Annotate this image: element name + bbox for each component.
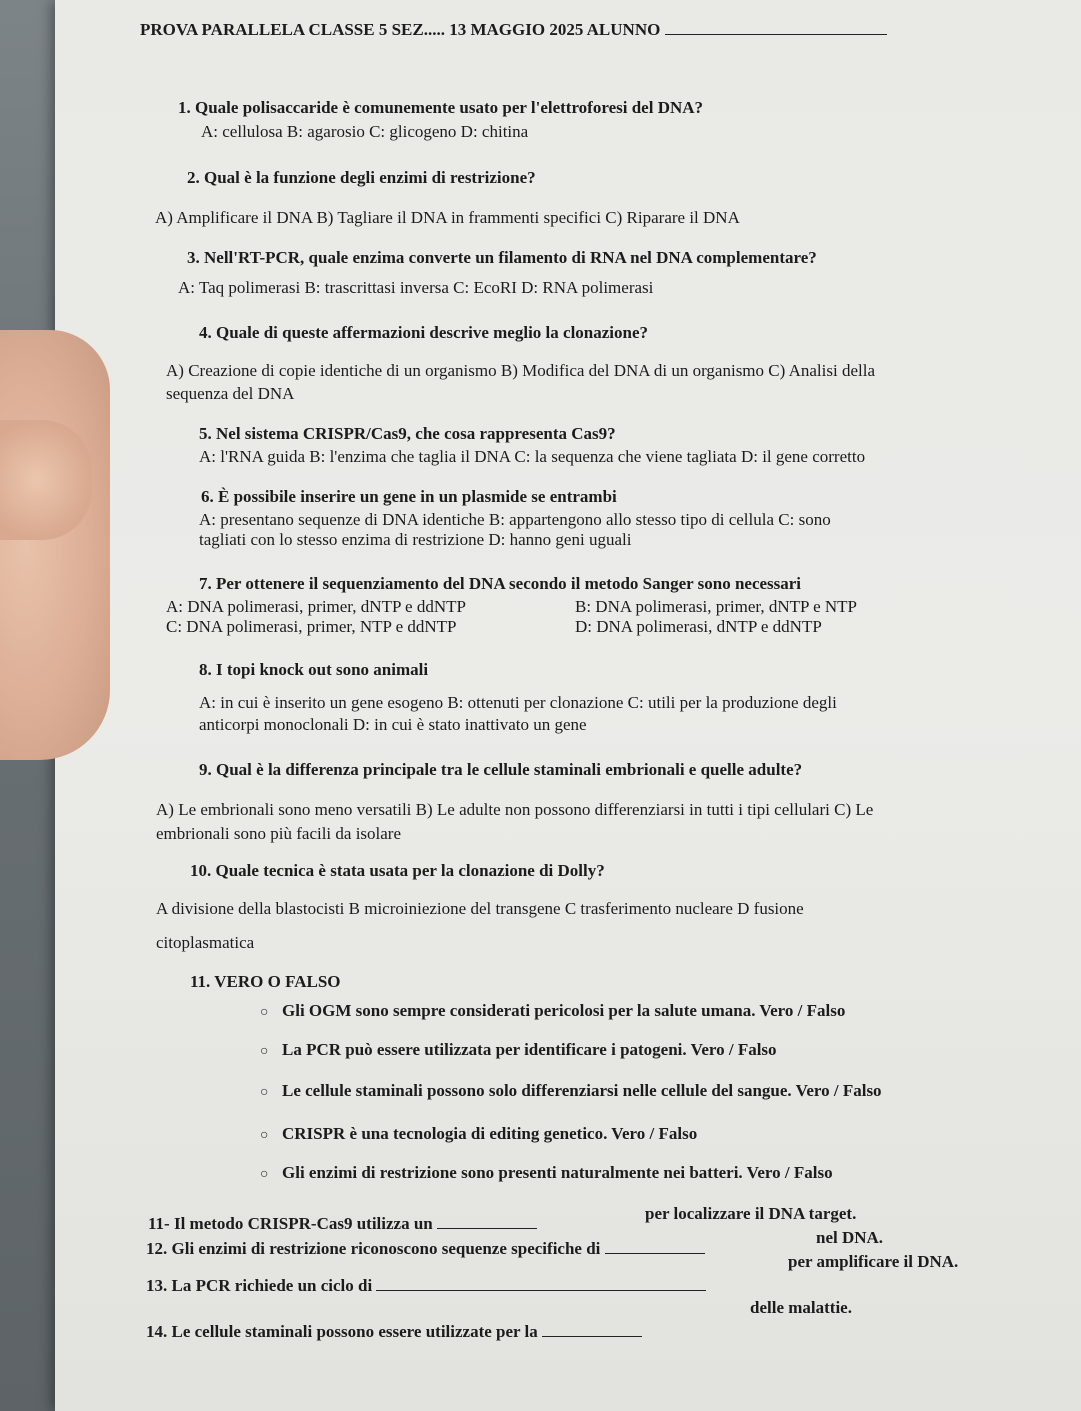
true-false-item[interactable] <box>260 1124 697 1146</box>
question-4-options-line2: sequenza del DNA <box>166 384 295 403</box>
question-6-options-line2: tagliati con lo stesso enzima di restrizione D: hanno geni uguali <box>199 530 632 549</box>
question-2-options: A) Amplificare il DNA B) Tagliare il DNA in frammenti specifici C) Riparare il DNA <box>155 208 740 227</box>
fill-in-12-end: nel DNA. <box>816 1228 884 1247</box>
fill-in-11-blank[interactable] <box>437 1214 537 1229</box>
fill-in-11-start: 11- Il metodo CRISPR-Cas9 utilizza un <box>148 1214 433 1233</box>
fill-in-12-start: 12. Gli enzimi di restrizione riconoscono sequenze specifiche di <box>146 1239 601 1258</box>
question-10: 10. Quale tecnica è stata usata per la clonazione di Dolly? <box>190 861 605 880</box>
fill-in-12-blank[interactable] <box>605 1239 705 1254</box>
question-10-options-line2: citoplasmatica <box>156 933 255 952</box>
question-4-options-line1: A) Creazione di copie identiche di un organismo B) Modifica del DNA di un organismo C) Analisi della <box>166 361 875 380</box>
fill-in-11-end: per localizzare il DNA target. <box>645 1204 857 1223</box>
student-name-blank[interactable] <box>665 20 887 35</box>
question-9-options-line1: A) Le embrionali sono meno versatili B) Le adulte non possono differenziarsi in tutti i tipi cellulari C) Le <box>156 800 874 819</box>
true-false-item-text: Le cellule staminali possono solo differenziarsi nelle cellule del sangue. Vero / Falso <box>282 1081 882 1100</box>
question-5: 5. Nel sistema CRISPR/Cas9, che cosa rappresenta Cas9? <box>199 424 616 443</box>
true-false-item[interactable] <box>260 1040 777 1062</box>
fill-in-14-start: 14. Le cellule staminali possono essere utilizzate per la <box>146 1322 538 1341</box>
fill-in-14 <box>146 1322 642 1342</box>
true-false-item[interactable] <box>260 1081 882 1103</box>
question-7-option-c: C: DNA polimerasi, primer, NTP e ddNTP <box>166 617 457 636</box>
fill-in-13-end: per amplificare il DNA. <box>788 1252 959 1271</box>
fill-in-14-blank[interactable] <box>542 1322 642 1337</box>
true-false-item[interactable] <box>260 1163 833 1185</box>
question-3-options: A: Taq polimerasi B: trascrittasi inversa C: EcoRI D: RNA polimerasi <box>178 278 654 297</box>
true-false-item-text: Gli OGM sono sempre considerati pericolosi per la salute umana. Vero / Falso <box>282 1001 846 1020</box>
bullet-icon: ○ <box>260 1128 269 1143</box>
question-7-option-a: A: DNA polimerasi, primer, dNTP e ddNTP <box>166 597 466 616</box>
question-9: 9. Qual è la differenza principale tra le cellule staminali embrionali e quelle adulte? <box>199 760 803 779</box>
fill-in-12 <box>146 1239 705 1259</box>
exam-title-text: PROVA PARALLELA CLASSE 5 SEZ..... 13 MAGGIO 2025 ALUNNO <box>140 20 661 39</box>
question-10-options-line1: A divisione della blastocisti B microiniezione del transgene C trasferimento nucleare D fusione <box>156 899 804 918</box>
true-false-item-text: Gli enzimi di restrizione sono presenti naturalmente nei batteri. Vero / Falso <box>282 1163 833 1182</box>
bullet-icon: ○ <box>260 1085 269 1100</box>
question-8: 8. I topi knock out sono animali <box>199 660 429 679</box>
bullet-icon: ○ <box>260 1044 269 1059</box>
true-false-item-text: CRISPR è una tecnologia di editing genetico. Vero / Falso <box>282 1124 698 1143</box>
question-1-options: A: cellulosa B: agarosio C: glicogeno D: chitina <box>201 122 529 141</box>
fill-in-13-blank[interactable] <box>376 1276 706 1291</box>
fill-in-11 <box>148 1214 537 1234</box>
bullet-icon: ○ <box>260 1005 269 1020</box>
question-5-options: A: l'RNA guida B: l'enzima che taglia il DNA C: la sequenza che viene tagliata D: il gene corretto <box>199 447 866 466</box>
true-false-heading: 11. VERO O FALSO <box>190 972 341 991</box>
question-7: 7. Per ottenere il sequenziamento del DNA secondo il metodo Sanger sono necessari <box>199 574 802 593</box>
question-8-options-line2: anticorpi monoclonali D: in cui è stato inattivato un gene <box>199 715 587 734</box>
fill-in-13 <box>146 1276 706 1296</box>
fill-in-14-end: delle malattie. <box>750 1298 852 1317</box>
fill-in-13-start: 13. La PCR richiede un ciclo di <box>146 1276 373 1295</box>
question-8-options-line1: A: in cui è inserito un gene esogeno B: ottenuti per clonazione C: utili per la produzione degli <box>199 693 837 712</box>
true-false-item[interactable] <box>260 1001 845 1023</box>
question-2: 2. Qual è la funzione degli enzimi di restrizione? <box>187 168 536 187</box>
question-6-options-line1: A: presentano sequenze di DNA identiche B: appartengono allo stesso tipo di cellula C: sono <box>199 510 831 529</box>
question-1: 1. Quale polisaccaride è comunemente usato per l'elettroforesi del DNA? <box>178 98 704 117</box>
bullet-icon: ○ <box>260 1167 269 1182</box>
question-3: 3. Nell'RT-PCR, quale enzima converte un filamento di RNA nel DNA complementare? <box>187 248 817 267</box>
question-7-option-b: B: DNA polimerasi, primer, dNTP e NTP <box>575 597 857 616</box>
question-4: 4. Quale di queste affermazioni descrive meglio la clonazione? <box>199 323 649 342</box>
question-9-options-line2: embrionali sono più facili da isolare <box>156 824 402 843</box>
question-7-option-d: D: DNA polimerasi, dNTP e ddNTP <box>575 617 822 636</box>
question-6: 6. È possibile inserire un gene in un plasmide se entrambi <box>201 487 617 506</box>
true-false-item-text: La PCR può essere utilizzata per identificare i patogeni. Vero / Falso <box>282 1040 777 1059</box>
exam-title <box>140 20 887 40</box>
